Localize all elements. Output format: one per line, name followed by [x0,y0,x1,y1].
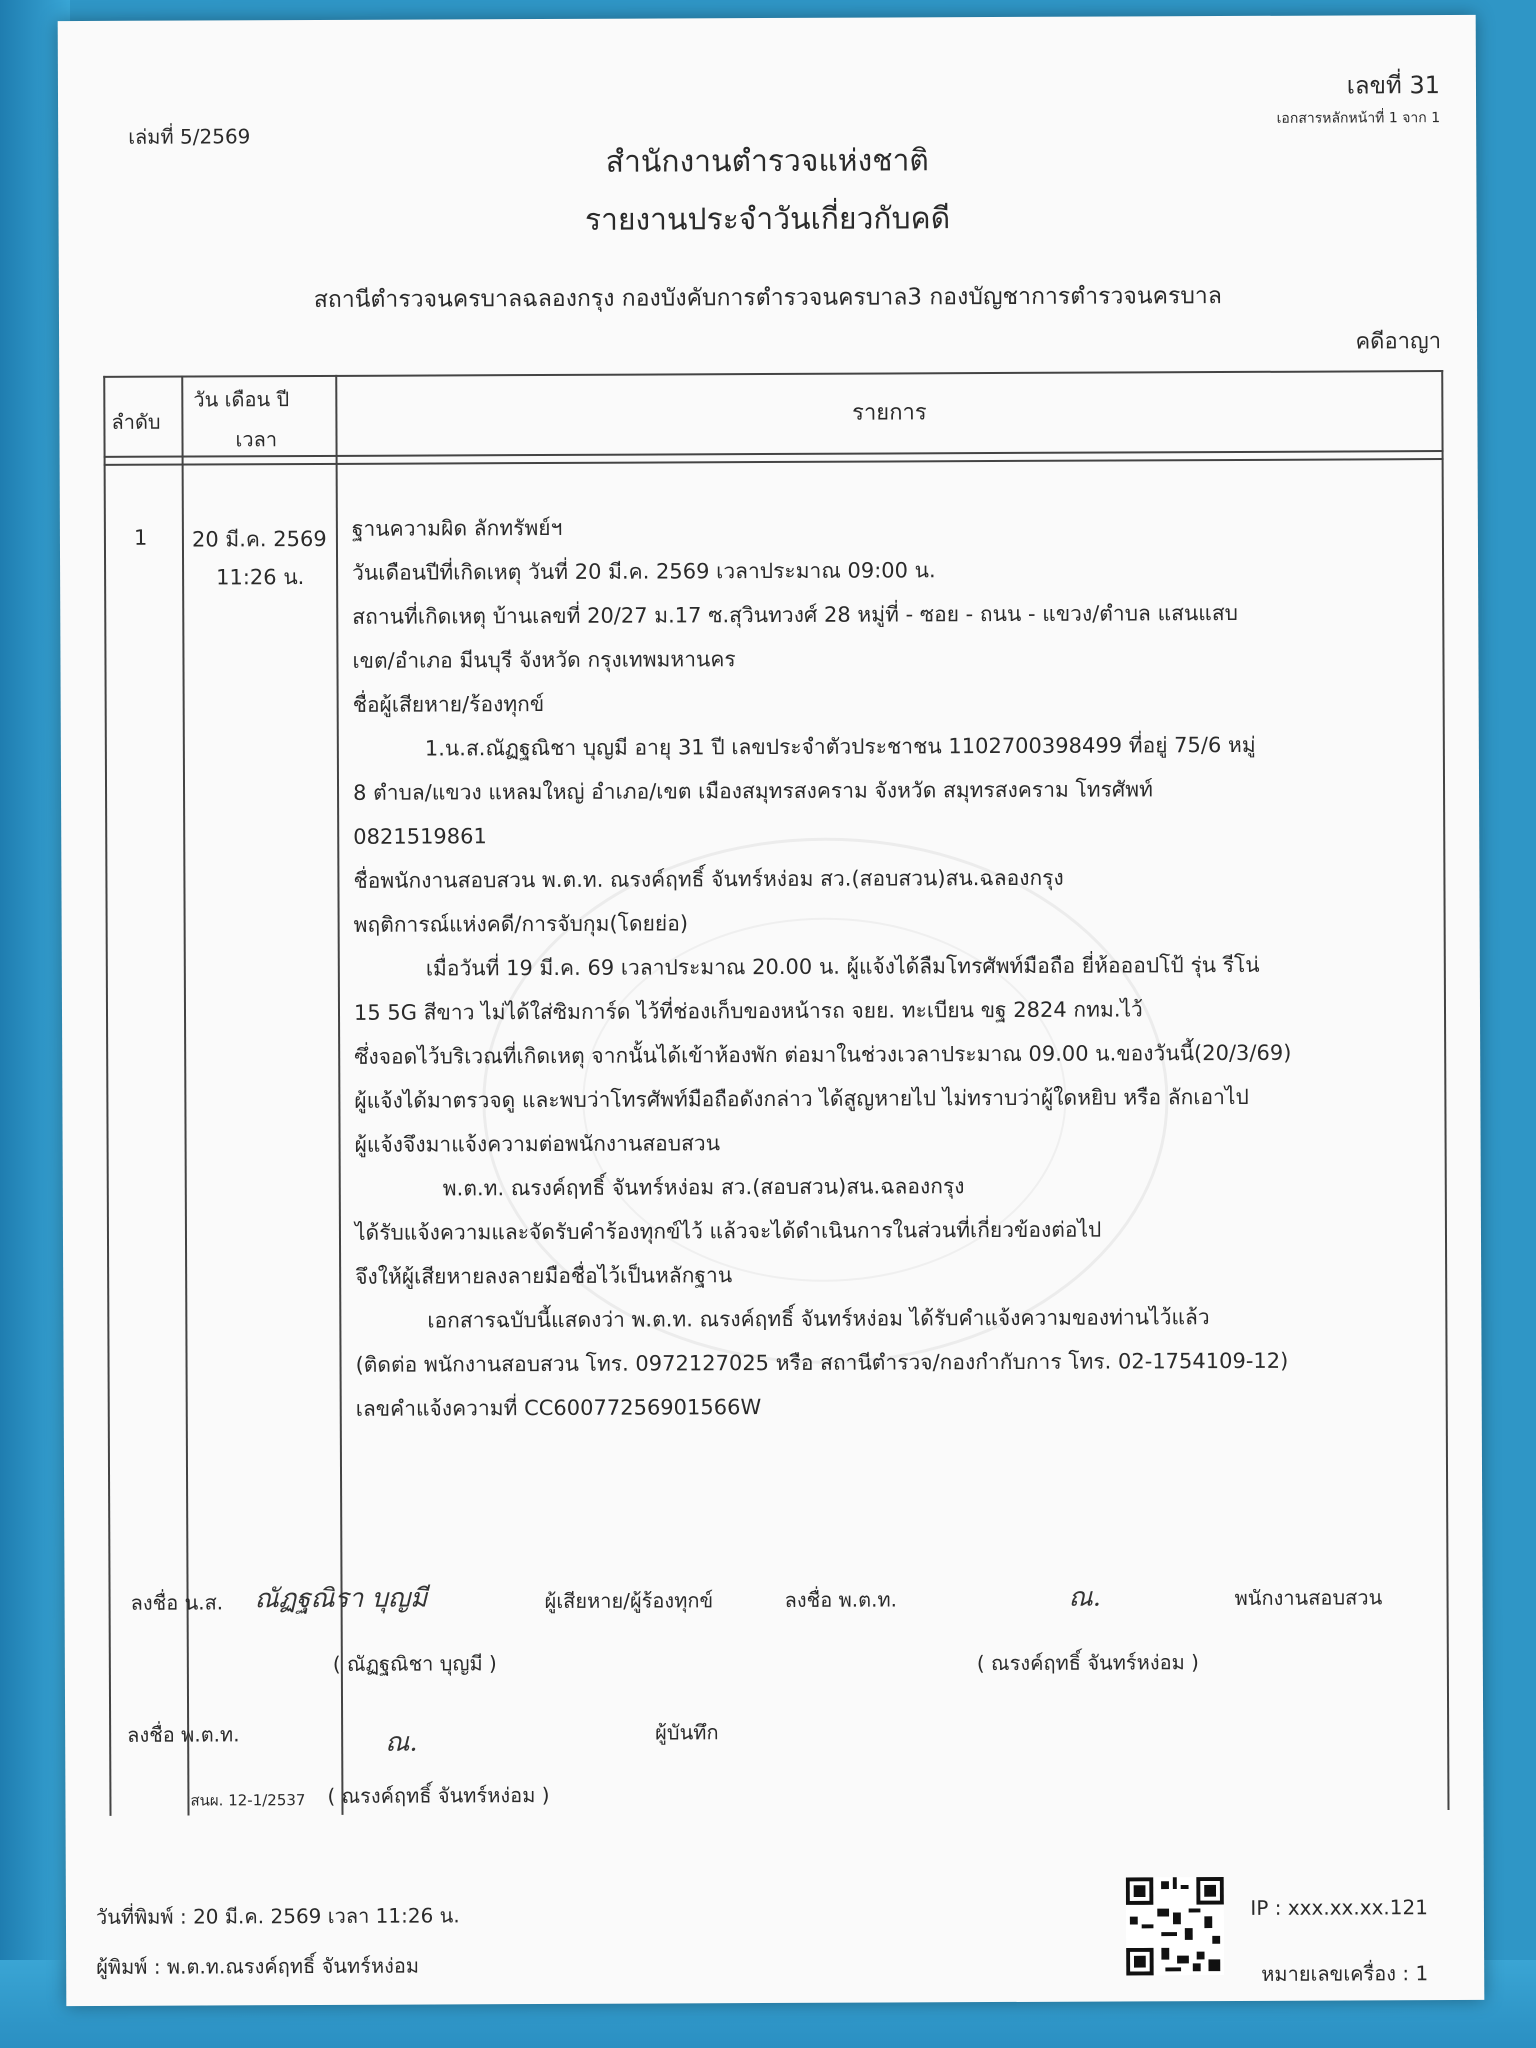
table-header-border [104,450,1444,458]
ip-address: IP : xxx.xx.xx.121 [1250,1895,1428,1920]
row-seq: 1 [133,525,148,550]
handwritten-signature-complainant: ณัฏฐณิรา บุญมี [254,1583,428,1615]
qr-code-icon [1126,1876,1224,1976]
report-line: เมื่อวันที่ 19 มี.ค. 69 เวลาประมาณ 20.00 น. ผู้แจ้งได้ลืมโทรศัพท์มือถือ ยี่ห้อออปโป้ รุ่น รีโน่ [425,952,1260,981]
table-left-border [103,376,111,1816]
signature-name-recorder: ( ณรงค์ฤทธิ์ จันทร์หง่อม ) [327,1782,550,1808]
table-right-border [1441,370,1449,1810]
column-header-seq: ลำดับ [111,409,161,434]
report-line: ชื่อพนักงานสอบสวน พ.ต.ท. ณรงค์ฤทธิ์ จันทร์หง่อม สว.(สอบสวน)สน.ฉลองกรุง [353,865,1064,893]
station-name: สถานีตำรวจนครบาลฉลองกรุง กองบังคับการตำรวจนครบาล3 กองบัญชาการตำรวจนครบาล [313,283,1222,313]
document-number: เลขที่ 31 [1346,71,1441,100]
machine-number: หมายเลขเครื่อง : 1 [1261,1961,1429,1986]
report-document [58,15,1485,2006]
row-date: 20 มี.ค. 2569 [191,526,327,552]
report-line: ได้รับแจ้งความและจัดรับคำร้องทุกข์ไว้ แล้วจะได้ดำเนินการในส่วนที่เกี่ยวข้องต่อไป [354,1217,1102,1245]
column-header-items: รายการ [852,400,927,426]
row-time: 11:26 น. [216,565,305,590]
signature-label-complainant: ลงชื่อ น.ส. [130,1590,224,1615]
form-code: สนผ. 12-1/2537 [190,1791,306,1810]
report-line: วันเดือนปีที่เกิดเหตุ วันที่ 20 มี.ค. 2569 เวลาประมาณ 09:00 น. [352,558,936,585]
signature-label-investigator: ลงชื่อ พ.ต.ท. [784,1587,898,1612]
print-date: วันที่พิมพ์ : 20 มี.ค. 2569 เวลา 11:26 น. [95,1903,460,1929]
handwritten-signature-recorder: ณ. [385,1727,418,1758]
signature-name-investigator: ( ณรงค์ฤทธิ์ จันทร์หง่อม ) [976,1650,1199,1676]
report-title: รายงานประจำวันเกี่ยวกับคดี [584,201,951,238]
book-number: เล่มที่ 5/2569 [128,124,251,149]
report-line: ผู้แจ้งจึงมาแจ้งความต่อพนักงานสอบสวน [354,1131,721,1157]
printed-by: ผู้พิมพ์ : พ.ต.ท.ณรงค์ฤทธิ์ จันทร์หง่อม [96,1953,420,1979]
report-line: ฐานความผิด ลักทรัพย์ฯ [351,515,563,541]
signature-role-investigator: พนักงานสอบสวน [1234,1585,1383,1610]
case-type: คดีอาญา [1355,329,1442,355]
report-line: จึงให้ผู้เสียหายลงลายมือชื่อไว้เป็นหลักฐาน [355,1263,733,1289]
report-line: พฤติการณ์แห่งคดี/การจับกุม(โดยย่อ) [353,911,689,937]
signature-role-recorder: ผู้บันทึก [655,1720,719,1745]
organization-title: สำนักงานตำรวจแห่งชาติ [605,143,929,180]
report-line: ชื่อผู้เสียหาย/ร้องทุกข์ [352,691,545,717]
report-line: 0821519861 [353,824,487,849]
column-header-time: เวลา [235,427,278,452]
report-line: 8 ตำบล/แขวง แหลมใหญ่ อำเภอ/เขต เมืองสมุทรสงคราม จังหวัด สมุทรสงคราม โทรศัพท์ [352,777,1153,805]
table-header-border-double [104,458,1444,466]
handwritten-signature-investigator: ณ. [1068,1582,1102,1613]
signature-name-complainant: ( ณัฏฐณิชา บุญมี ) [332,1651,497,1676]
report-line: เขต/อำเภอ มีนบุรี จังหวัด กรุงเทพมหานคร [352,647,736,673]
page-info: เอกสารหลักหน้าที่ 1 จาก 1 [1276,110,1441,127]
table-top-border [103,370,1443,378]
report-line: เอกสารฉบับนี้แสดงว่า พ.ต.ท. ณรงค์ฤทธิ์ จันทร์หง่อม ได้รับคำแจ้งความของท่านไว้แล้ว [427,1305,1210,1333]
report-line: เลขคำแจ้งความที่ CC60077256901566W [355,1395,762,1421]
report-line: ซึ่งจอดไว้บริเวณที่เกิดเหตุ จากนั้นได้เข้าห้องพัก ต่อมาในช่วงเวลาประมาณ 09.00 น.ของวันนี้(20/3/69) [354,1040,1292,1069]
signature-label-recorder: ลงชื่อ พ.ต.ท. [127,1722,240,1747]
signature-role-complainant: ผู้เสียหาย/ผู้ร้องทุกข์ [544,1588,714,1613]
report-body [352,502,1436,1431]
report-line: ผู้แจ้งได้มาตรวจดู และพบว่าโทรศัพท์มือถือดังกล่าว ได้สูญหายไป ไม่ทราบว่าผู้ใดหยิบ หรือ ลักเอาไป [354,1084,1249,1113]
report-line: พ.ต.ท. ณรงค์ฤทธิ์ จันทร์หง่อม สว.(สอบสวน)สน.ฉลองกรุง [442,1174,965,1201]
column-header-date: วัน เดือน ปี [193,387,290,412]
report-line: 1.น.ส.ณัฏฐณิชา บุญมี อายุ 31 ปี เลขประจำตัวประชาชน 1102700398499 ที่อยู่ 75/6 หมู่ [424,732,1256,761]
report-line: 15 5G สีขาว ไม่ได้ใส่ซิมการ์ด ไว้ที่ช่องเก็บของหน้ารถ จยย. ทะเบียน ขฐ 2824 กทม.ไว้ [353,997,1143,1025]
report-line: (ติดต่อ พนักงานสอบสวน โทร. 0972127025 หรือ สถานีตำรวจ/กองกำกับการ โทร. 02-1754109-12) [355,1348,1289,1377]
report-line: สถานที่เกิดเหตุ บ้านเลขที่ 20/27 ม.17 ซ.สุวินทวงศ์ 28 หมู่ที่ - ซอย - ถนน - แขวง/ตำบล แสนแสบ [352,600,1239,629]
